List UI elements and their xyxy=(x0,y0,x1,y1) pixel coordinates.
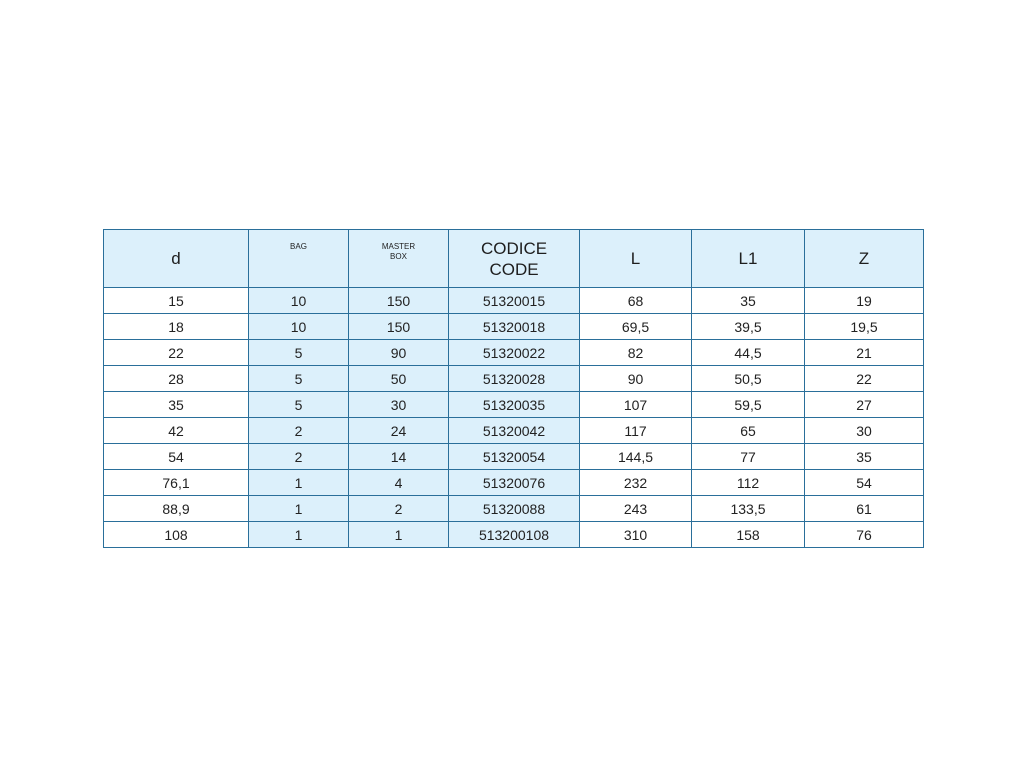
cell-master-box: 24 xyxy=(349,418,449,444)
cell-l1: 35 xyxy=(692,288,805,314)
cell-bag: 2 xyxy=(249,444,349,470)
table-row xyxy=(104,340,924,366)
cell-l: 107 xyxy=(580,392,692,418)
table-row xyxy=(104,288,924,314)
cell-l1: 77 xyxy=(692,444,805,470)
cell-master-box: 150 xyxy=(349,314,449,340)
table-row xyxy=(104,444,924,470)
table-row xyxy=(104,366,924,392)
cell-code: 51320076 xyxy=(449,470,580,496)
cell-l1: 59,5 xyxy=(692,392,805,418)
cell-d: 28 xyxy=(104,366,249,392)
cell-l1: 112 xyxy=(692,470,805,496)
cell-bag: 2 xyxy=(249,418,349,444)
cell-l: 68 xyxy=(580,288,692,314)
cell-bag: 10 xyxy=(249,314,349,340)
cell-l1: 65 xyxy=(692,418,805,444)
table-body xyxy=(104,288,924,548)
cell-l: 90 xyxy=(580,366,692,392)
cell-z: 30 xyxy=(805,418,924,444)
product-spec-table xyxy=(103,229,924,548)
cell-d: 108 xyxy=(104,522,249,548)
cell-l: 232 xyxy=(580,470,692,496)
table-row xyxy=(104,314,924,340)
cell-bag: 5 xyxy=(249,366,349,392)
cell-z: 19 xyxy=(805,288,924,314)
cell-master-box: 2 xyxy=(349,496,449,522)
cell-z: 76 xyxy=(805,522,924,548)
table-row xyxy=(104,496,924,522)
cell-master-box: 1 xyxy=(349,522,449,548)
cell-code: 51320035 xyxy=(449,392,580,418)
cell-l1: 44,5 xyxy=(692,340,805,366)
cell-master-box: 4 xyxy=(349,470,449,496)
cell-z: 22 xyxy=(805,366,924,392)
header-z: Z xyxy=(805,230,924,288)
cell-l: 82 xyxy=(580,340,692,366)
cell-d: 76,1 xyxy=(104,470,249,496)
cell-bag: 1 xyxy=(249,496,349,522)
cell-code: 513200108 xyxy=(449,522,580,548)
cell-d: 18 xyxy=(104,314,249,340)
cell-code: 51320028 xyxy=(449,366,580,392)
cell-master-box: 30 xyxy=(349,392,449,418)
cell-bag: 5 xyxy=(249,340,349,366)
cell-d: 88,9 xyxy=(104,496,249,522)
cell-z: 54 xyxy=(805,470,924,496)
header-d: d xyxy=(104,230,249,288)
header-master-box-line2: BOX xyxy=(390,252,407,261)
cell-master-box: 14 xyxy=(349,444,449,470)
cell-bag: 1 xyxy=(249,470,349,496)
cell-code: 51320054 xyxy=(449,444,580,470)
cell-d: 35 xyxy=(104,392,249,418)
header-master-box xyxy=(349,230,449,288)
header-row xyxy=(104,230,924,288)
cell-code: 51320042 xyxy=(449,418,580,444)
cell-d: 54 xyxy=(104,444,249,470)
header-code-en: CODE xyxy=(489,259,539,279)
cell-d: 42 xyxy=(104,418,249,444)
cell-z: 27 xyxy=(805,392,924,418)
cell-bag: 10 xyxy=(249,288,349,314)
cell-l: 243 xyxy=(580,496,692,522)
table-header xyxy=(104,230,924,288)
cell-master-box: 90 xyxy=(349,340,449,366)
cell-z: 35 xyxy=(805,444,924,470)
cell-l: 117 xyxy=(580,418,692,444)
header-code xyxy=(449,230,580,288)
header-codice: CODICE xyxy=(480,238,548,258)
cell-z: 61 xyxy=(805,496,924,522)
header-l1: L1 xyxy=(692,230,805,288)
cell-l: 310 xyxy=(580,522,692,548)
cell-z: 21 xyxy=(805,340,924,366)
table-row xyxy=(104,418,924,444)
cell-l1: 158 xyxy=(692,522,805,548)
cell-bag: 5 xyxy=(249,392,349,418)
cell-code: 51320018 xyxy=(449,314,580,340)
cell-l1: 39,5 xyxy=(692,314,805,340)
cell-l: 144,5 xyxy=(580,444,692,470)
cell-z: 19,5 xyxy=(805,314,924,340)
cell-d: 22 xyxy=(104,340,249,366)
header-l: L xyxy=(580,230,692,288)
cell-l: 69,5 xyxy=(580,314,692,340)
cell-code: 51320088 xyxy=(449,496,580,522)
table-row xyxy=(104,470,924,496)
header-master-box-line1: MASTER xyxy=(381,242,416,251)
cell-l1: 50,5 xyxy=(692,366,805,392)
cell-bag: 1 xyxy=(249,522,349,548)
table-row xyxy=(104,392,924,418)
cell-d: 15 xyxy=(104,288,249,314)
cell-code: 51320022 xyxy=(449,340,580,366)
cell-master-box: 50 xyxy=(349,366,449,392)
cell-code: 51320015 xyxy=(449,288,580,314)
cell-master-box: 150 xyxy=(349,288,449,314)
cell-l1: 133,5 xyxy=(692,496,805,522)
header-bag: BAG xyxy=(249,230,349,288)
table-row xyxy=(104,522,924,548)
